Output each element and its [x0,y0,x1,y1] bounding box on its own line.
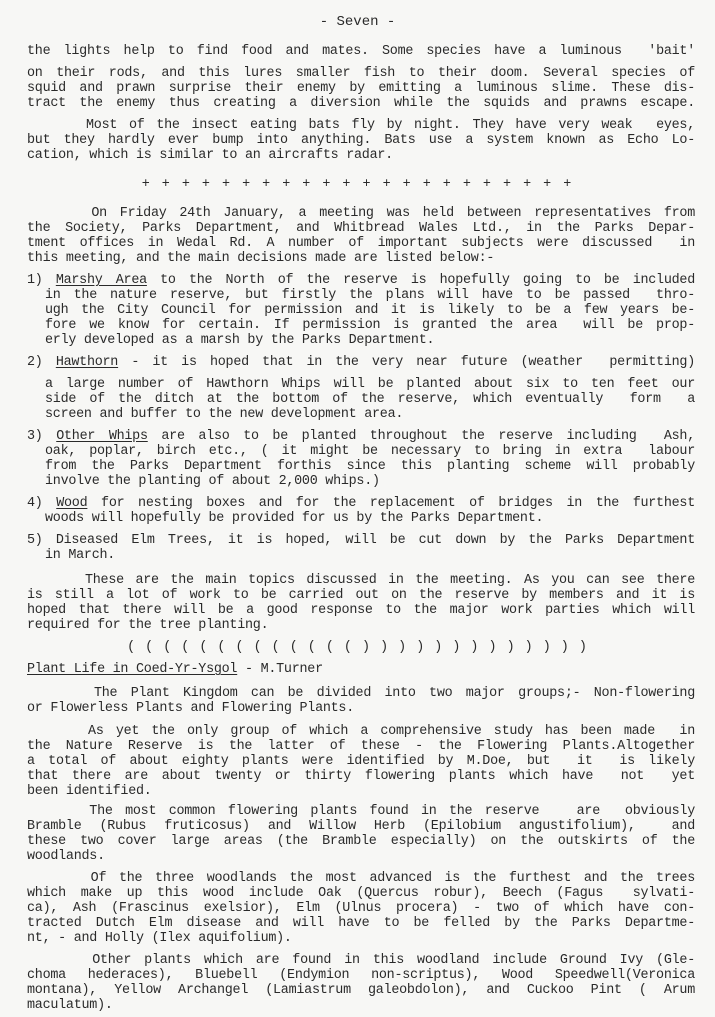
text-line: to the North of the reserve is hopefully going to be included [146,273,695,288]
plus-separator: + + + + + + + + + + + + + + + + + + + + + + [141,177,574,192]
text-line: Bramble (Rubus fruticosus) and Willow Herb (Epilobium angustifolium), and [27,819,695,834]
text-line: - it is hoped that in the very near future (weather permitting) [118,355,695,370]
text-line: that there are about twenty or thirty flowering plants which have not yet [27,769,695,784]
text-line: cation, which is similar to an aircrafts radar. [27,148,393,163]
list-item-4 [27,496,695,511]
text-line: nt, - and Holly (Ilex aquifolium). [27,931,292,946]
text-line: for nesting boxes and for the replacement of bridges in the furthest [87,496,695,511]
text-line: these two cover large areas (the Bramble especially) on the outskirts of the [27,834,695,849]
item-number: 5) [27,533,43,548]
text-line: hoped that there will be a good response to the major work parties which will [27,603,695,618]
article-heading [27,662,695,677]
text-line: squid and prawn surprise their enemy by emitting a luminous slime. These dis- [27,81,695,96]
text-line: been identified. [27,784,152,799]
list-item-5 [27,533,695,548]
text-line: the lights help to find food and mates. Some species have a luminous 'bait' [27,44,695,59]
text-line: woods will hopefully be provided for us by the Parks Department. [45,511,544,526]
text-line: The most common flowering plants found in the reserve are obviously [27,804,695,819]
text-line: erly developed as a marsh by the Parks Department. [45,333,435,348]
text-line: or Flowerless Plants and Flowering Plants. [27,701,354,716]
text-line: montana), Yellow Archangel (Lamiastrum galeobdolon), and Cuckoo Pint ( Arum [27,983,695,998]
text-line: The Plant Kingdom can be divided into two major groups;- Non-flowering [27,686,695,701]
text-line: maculatum). [27,998,113,1013]
article-title: Plant Life in Coed-Yr-Ysgol [27,662,238,677]
item-heading: Wood [56,496,88,511]
text-line: tment offices in Wedal Rd. A number of important subjects were discussed in [27,236,695,251]
text-line: in March. [45,548,116,563]
paren-separator: ( ( ( ( ( ( ( ( ( ( ( ( ( ) ) ) ) ) ) ) ) ) ) ) ) ) [127,640,588,655]
text-line: ca), Ash (Frascinus exelsior), Elm (Ulnus procera) - two of which have con- [27,901,695,916]
text-line: ugh the City Council for permission and it is likely to be a few years be- [45,303,695,318]
list-item-1 [27,273,695,288]
text-line: involve the planting of about 2,000 whips.) [45,474,380,489]
text-line: On Friday 24th January, a meeting was held between representatives from [27,206,695,221]
text-line: are also to be planted throughout the reserve including Ash, [147,429,695,444]
text-line: Of the three woodlands the most advanced is the furthest and the trees [27,871,695,886]
text-line: choma hederaces), Bluebell (Endymion non-scriptus), Wood Speedwell(Veronica [27,968,695,983]
item-heading: Hawthorn [55,355,119,370]
item-number: 1) [27,273,43,288]
text-line: side of the ditch at the bottom of the reserve, which eventually form a [45,392,695,407]
text-line: These are the main topics discussed in the meeting. As you can see there [27,573,695,588]
text-line: a large number of Hawthorn Whips will be planted about six to ten feet our [45,377,695,392]
text-line: screen and buffer to the new development area. [45,407,404,422]
text-line: a total of about eighty plants were identified by M.Doe, but it is likely [27,754,695,769]
text-line: required for the tree planting. [27,618,269,633]
text-line: the Nature Reserve is the latter of these - the Flowering Plants.Altogether [27,739,695,754]
item-number: 4) [27,496,43,511]
text-line: woodlands. [27,849,105,864]
text-line: fore we know for certain. If permission is granted the area will be prop- [45,318,695,333]
text-line: on their rods, and this lures smaller fish to their doom. Several species of [27,66,695,81]
item-number: 2) [27,355,43,370]
text-line: Most of the insect eating bats fly by night. They have very weak eyes, [27,118,695,133]
text-line: from the Parks Department forthis since this planting scheme will probably [45,459,695,474]
text-line: but they hardly ever bump into anything. Bats use a system known as Echo Lo- [27,133,695,148]
page-title: - Seven - [319,14,396,30]
item-heading: Marshy Area [55,273,147,288]
list-item-2 [27,355,695,370]
text-line: As yet the only group of which a comprehensive study has been made in [27,724,695,739]
text-line: tracted Dutch Elm disease and will have to be felled by the Parks Departme- [27,916,695,931]
item-number: 3) [27,429,43,444]
text-line: is still a lot of work to be carried out on the reserve by members and it is [27,588,695,603]
text-line: the Society, Parks Department, and Whitbread Wales Ltd., in the Parks Depar- [27,221,695,236]
article-author: - M.Turner [237,662,323,677]
text-line: tract the enemy thus creating a diversion while the squids and prawns escape. [27,96,695,111]
text-line: Other plants which are found in this woodland include Ground Ivy (Gle- [27,953,695,968]
text-line: which make up this wood include Oak (Quercus robur), Beech (Fagus sylvati- [27,886,695,901]
text-line: this meeting, and the main decisions made are listed below:- [27,251,495,266]
list-item-3 [27,429,695,444]
text-line: in the nature reserve, but firstly the plans will have to be passed thro- [45,288,695,303]
item-heading: Other Whips [56,429,148,444]
text-line: Diseased Elm Trees, it is hoped, will be cut down by the Parks Department [55,533,695,548]
text-line: oak, poplar, birch etc., ( it might be necessary to bring in extra labour [45,444,695,459]
